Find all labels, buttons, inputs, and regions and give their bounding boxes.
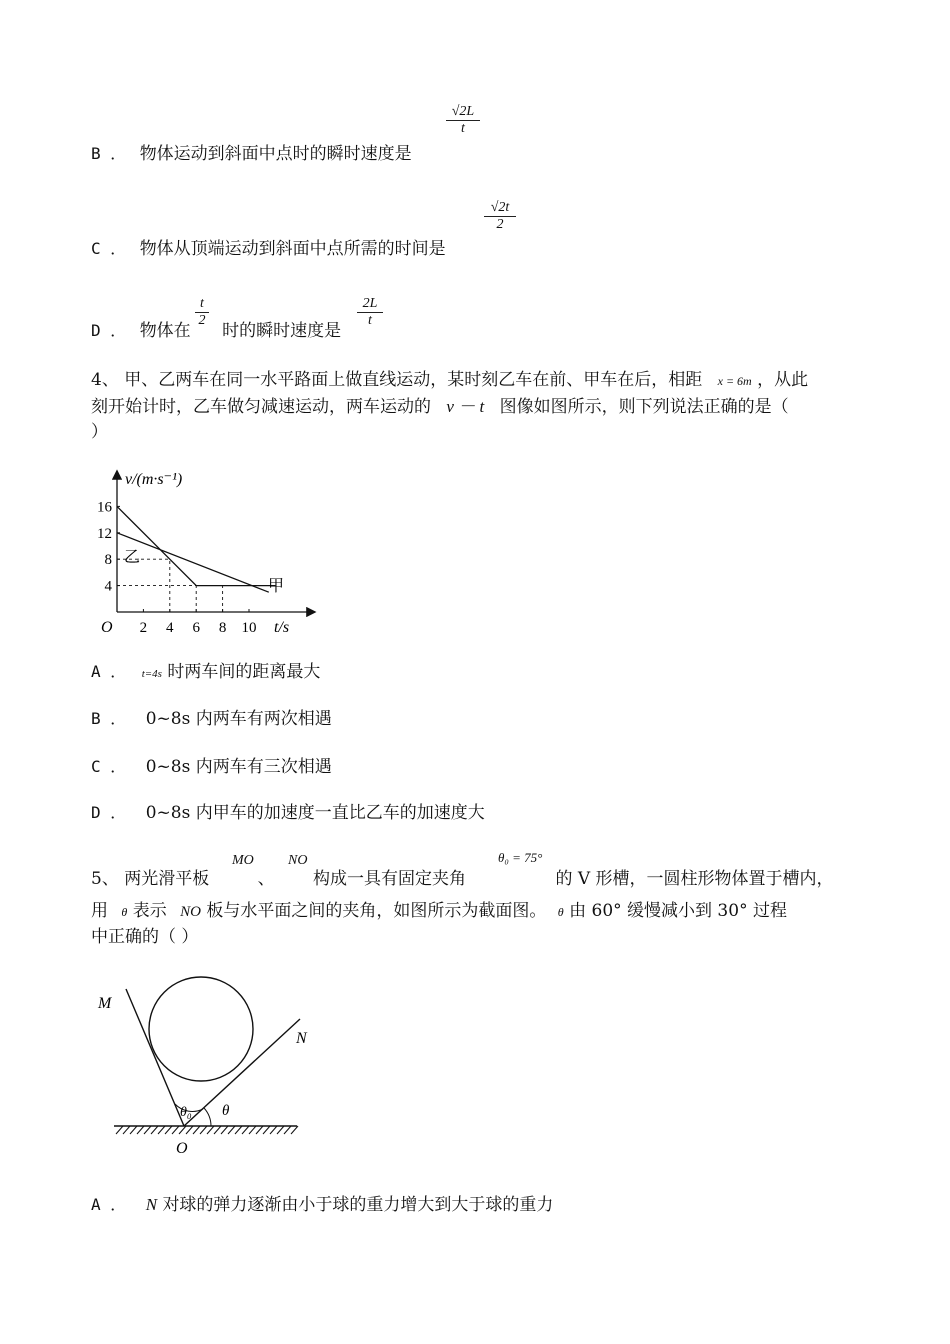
stem-text: 图像如图所示，则下列说法正确的是（ bbox=[499, 397, 789, 417]
stem-text: ，从此 bbox=[757, 370, 809, 390]
hatch-mark bbox=[277, 1126, 284, 1134]
hatch-mark bbox=[263, 1126, 270, 1134]
hatch-mark bbox=[291, 1126, 298, 1134]
hatch-mark bbox=[179, 1126, 186, 1134]
q5-option-a bbox=[91, 1192, 553, 1218]
fraction-denominator: t bbox=[368, 313, 372, 328]
hatch-mark bbox=[158, 1126, 165, 1134]
hatch-mark bbox=[207, 1126, 214, 1134]
y-tick-label: 12 bbox=[97, 525, 112, 542]
ground-hatching bbox=[116, 1126, 298, 1134]
q4-option-c bbox=[91, 754, 332, 780]
stem-text: 构成一具有固定夹角 bbox=[313, 869, 467, 889]
fraction-numerator: t bbox=[195, 296, 209, 313]
q3-c-fraction bbox=[484, 200, 516, 233]
x-tick-label: 6 bbox=[192, 620, 200, 636]
hatch-mark bbox=[284, 1126, 291, 1134]
label-o: O bbox=[176, 1140, 188, 1157]
no-label: NO bbox=[180, 904, 201, 920]
q3-d-fraction-2 bbox=[357, 296, 383, 329]
option-label: C ． bbox=[91, 757, 127, 776]
option-label: C ． bbox=[91, 239, 127, 258]
vt-variable: v － t bbox=[446, 397, 485, 416]
distance-variable: x = 6m bbox=[717, 374, 752, 388]
x-tick-label: 10 bbox=[241, 620, 257, 636]
hatch-mark bbox=[186, 1126, 193, 1134]
hatch-mark bbox=[123, 1126, 130, 1134]
fraction-denominator: t bbox=[461, 121, 465, 136]
theta-symbol: θ bbox=[557, 905, 564, 919]
q3-d-fraction-1 bbox=[195, 296, 209, 329]
stem-text: 用 bbox=[91, 901, 108, 921]
stem-text: 表示 bbox=[132, 901, 167, 921]
hatch-mark bbox=[172, 1126, 179, 1134]
series-label-jia: 甲 bbox=[268, 578, 285, 595]
option-label: D ． bbox=[91, 321, 127, 340]
q3-b-fraction bbox=[446, 104, 480, 137]
v-groove-figure bbox=[92, 975, 332, 1165]
plate-variable: N bbox=[145, 1195, 158, 1214]
stem-text: 由 60° 缓慢减小到 30° 过程 bbox=[569, 901, 787, 921]
hatch-mark bbox=[200, 1126, 207, 1134]
hatch-mark bbox=[270, 1126, 277, 1134]
series-line-jia bbox=[117, 506, 275, 585]
cylinder bbox=[149, 977, 253, 1081]
y-axis-label: v/(m·s⁻¹) bbox=[125, 471, 183, 488]
theta-symbol: θ bbox=[121, 905, 128, 919]
q5-stem-line-1 bbox=[91, 866, 834, 892]
hatch-mark bbox=[235, 1126, 242, 1134]
stem-text: 5、 两光滑平板 bbox=[91, 869, 210, 889]
series-label-yi: 乙 bbox=[124, 549, 141, 566]
q3-option-d bbox=[91, 318, 341, 344]
hatch-mark bbox=[193, 1126, 200, 1134]
label-n: N bbox=[296, 1030, 307, 1047]
fraction-denominator: 2 bbox=[198, 313, 206, 328]
plate-mo bbox=[126, 989, 184, 1126]
option-label: D ． bbox=[91, 803, 127, 822]
option-text: 物体运动到斜面中点时的瞬时速度是 bbox=[139, 144, 412, 164]
q4-option-b bbox=[91, 706, 332, 732]
y-tick-label: 4 bbox=[104, 578, 112, 595]
option-text: 物体从顶端运动到斜面中点所需的时间是 bbox=[139, 239, 446, 259]
option-label: B ． bbox=[91, 709, 127, 728]
option-label: A ． bbox=[91, 1195, 127, 1214]
origin-label: O bbox=[101, 619, 113, 636]
option-text: 0~8s 内甲车的加速度一直比乙车的加速度大 bbox=[145, 803, 485, 823]
no-label-raised: NO bbox=[288, 853, 308, 868]
option-text: 0~8s 内两车有三次相遇 bbox=[145, 757, 332, 777]
stem-text: 4、 甲、乙两车在同一水平路面上做直线运动，某时刻乙车在前、甲车在后，相距 bbox=[91, 370, 703, 390]
hatch-mark bbox=[228, 1126, 235, 1134]
angle-arc-theta bbox=[204, 1108, 211, 1126]
hatch-mark bbox=[130, 1126, 137, 1134]
stem-text: 刻开始计时，乙车做匀减速运动，两车运动的 bbox=[91, 397, 431, 417]
hatch-mark bbox=[214, 1126, 221, 1134]
label-theta: θ bbox=[222, 1103, 230, 1119]
option-label: B ． bbox=[91, 144, 127, 163]
x-tick-label: 8 bbox=[218, 620, 227, 636]
stem-text: 、 bbox=[257, 869, 275, 889]
x-tick-label: 2 bbox=[139, 620, 148, 636]
time-variable: t=4s bbox=[141, 668, 162, 680]
mo-label-raised: MO bbox=[232, 853, 254, 868]
hatch-mark bbox=[221, 1126, 228, 1134]
y-tick-label: 8 bbox=[104, 552, 112, 569]
hatch-mark bbox=[137, 1126, 144, 1134]
x-tick-label: 4 bbox=[166, 620, 174, 636]
q5-stem-line-3 bbox=[91, 924, 198, 950]
q4-option-d bbox=[91, 800, 485, 826]
hatch-mark bbox=[151, 1126, 158, 1134]
vt-chart bbox=[92, 460, 332, 640]
option-text: 时的瞬时速度是 bbox=[222, 321, 342, 341]
stem-text: 中正确的（ ） bbox=[91, 927, 199, 947]
theta0-value: θ₀ = 75° bbox=[498, 850, 543, 865]
q3-option-c bbox=[91, 236, 446, 262]
label-m: M bbox=[98, 995, 112, 1012]
stem-text: 的 V 形槽，一圆柱形物体置于槽内， bbox=[555, 869, 834, 889]
option-text: 物体在 bbox=[139, 321, 191, 341]
hatch-mark bbox=[249, 1126, 256, 1134]
fraction-numerator: 2L bbox=[357, 296, 383, 313]
hatch-mark bbox=[256, 1126, 263, 1134]
fraction-numerator: √2t bbox=[484, 200, 516, 217]
option-text: 时两车间的距离最大 bbox=[167, 662, 321, 682]
x-axis-label: t/s bbox=[274, 619, 290, 636]
fraction-denominator: 2 bbox=[496, 217, 504, 232]
option-text: 0~8s 内两车有两次相遇 bbox=[145, 709, 332, 729]
hatch-mark bbox=[165, 1126, 172, 1134]
stem-text: ） bbox=[91, 422, 108, 442]
hatch-mark bbox=[242, 1126, 249, 1134]
label-theta0: θ₀ bbox=[180, 1105, 192, 1120]
hatch-mark bbox=[116, 1126, 123, 1134]
q4-stem-line-1 bbox=[91, 367, 808, 394]
q4-stem-line-2 bbox=[91, 394, 789, 420]
option-text: 对球的弹力逐渐由小于球的重力增大到大于球的重力 bbox=[162, 1195, 554, 1215]
q3-option-b bbox=[91, 141, 412, 167]
option-label: A ． bbox=[91, 662, 127, 681]
q4-stem-line-3 bbox=[91, 419, 108, 445]
fraction-numerator: √2L bbox=[446, 104, 480, 121]
y-tick-label: 16 bbox=[97, 499, 112, 516]
q5-stem-line-2 bbox=[91, 898, 787, 925]
hatch-mark bbox=[144, 1126, 151, 1134]
q4-option-a bbox=[91, 659, 320, 687]
stem-text: 板与水平面之间的夹角，如图所示为截面图。 bbox=[206, 901, 547, 921]
